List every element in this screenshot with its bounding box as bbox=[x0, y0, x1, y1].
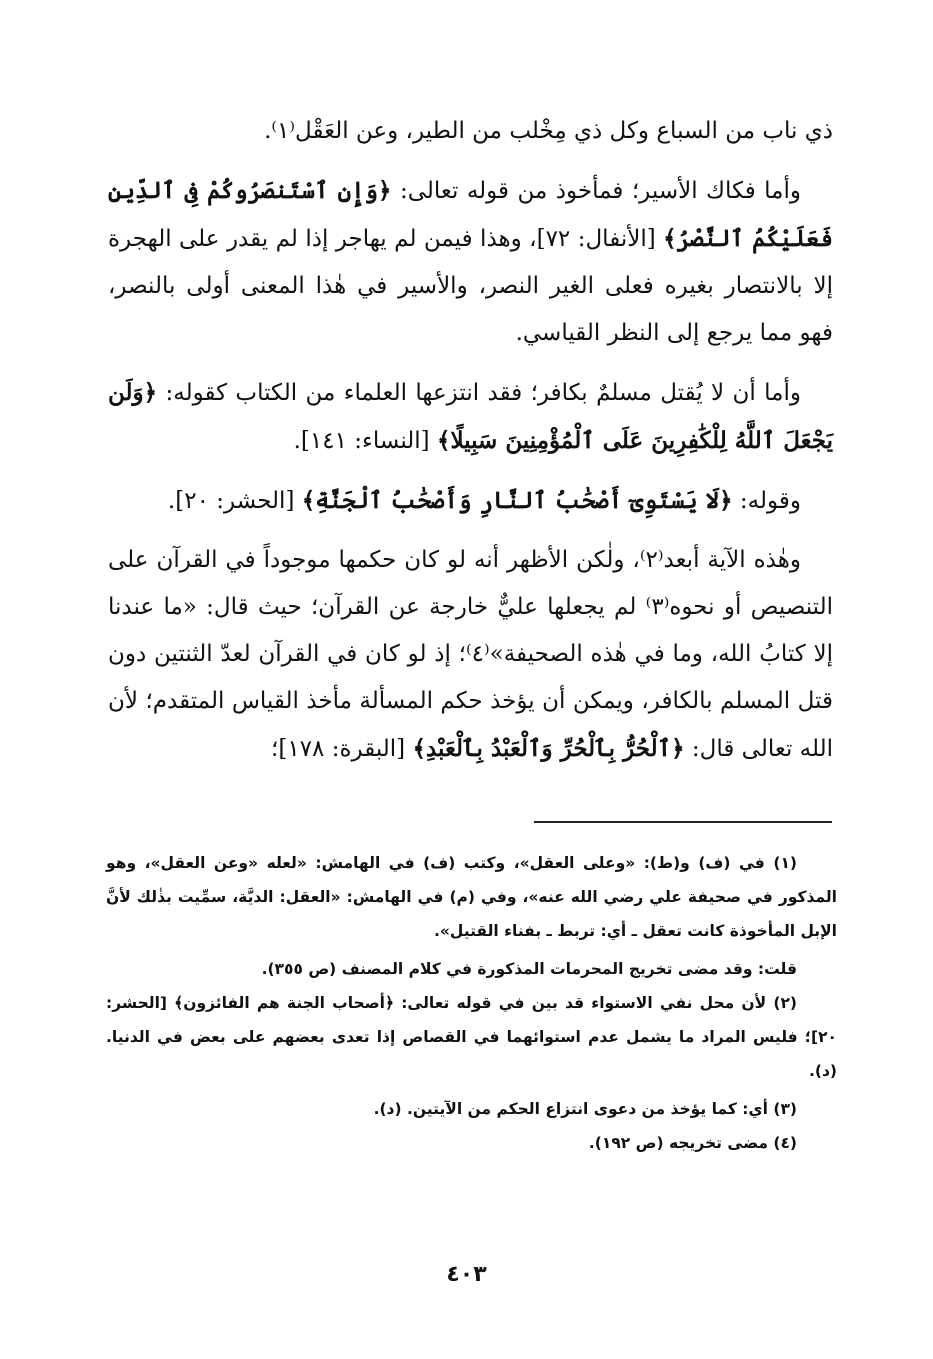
paragraph-3-intro: وأما أن لا يُقتل مسلمٌ بكافر؛ فقد انتزعها العلماء من الكتاب كقوله: bbox=[157, 380, 801, 406]
paragraph-1: ذي ناب من السباع وكل ذي مِخْلب من الطير، وعن العَقْل⁽١⁾. bbox=[264, 118, 833, 144]
footnote-1-note: قلت: وقد مضى تخريج المحرمات المذكورة في كلام المصنف (ص ٣٥٥). bbox=[261, 960, 797, 978]
paragraph-4 bbox=[108, 477, 833, 525]
quran-verse-hashr: ﴿لَا يَسْتَوِىٓ أَصْحَٰبُ ٱلنَّارِ وَأَصْحَٰبُ ٱلْجَنَّةِ﴾ bbox=[301, 487, 733, 514]
paragraph-2 bbox=[108, 167, 833, 357]
paragraph-5 bbox=[108, 537, 833, 773]
paragraph-3 bbox=[108, 369, 833, 465]
paragraph-5-text: وهٰذه الآية أبعد⁽٢⁾، ولٰكن الأظهر أنه لو كان حكمها موجوداً في القرآن على التنصيص أو نحوه⁽٣⁾ لم يجعلها عليٌّ خارجة عن القرآن؛ حيث قال: «ما عندنا إلا كتابُ الله، وما في هٰذه الصحيفة»⁽٤⁾؛ إذ لو كان في القرآن لعدّ الثنتين دون قتل المسلم بالكافر، ويمكن أن يؤخذ حكم المسألة مأخذ القياس المتقدم؛ لأن الله تعالى قال: bbox=[108, 547, 834, 762]
page-number: ٤٠٣ bbox=[446, 1262, 487, 1287]
quran-verse-anfal: ﴿وَإِنِ ٱسْتَنصَرُوكُمْ فِى ٱلدِّينِ فَعَلَيْكُمُ ٱلنَّصْرُ﴾ bbox=[108, 177, 833, 252]
footnote-2: (٢) لأن محل نفي الاستواء قد بين في قوله تعالى: ﴿أصحاب الجنة هم الفائزون﴾ [الحشر: ٢٠]؛ فليس المراد ما يشمل عدم استوائهما في القصاص إذا تعدى بعضهم على بعض في الدنيا. (د). bbox=[106, 994, 837, 1080]
paragraph-4-citation: [الحشر: ٢٠]. bbox=[167, 488, 302, 514]
quran-verse-baqara: ﴿ٱلْحُرُّ بِٱلْحُرِّ وَٱلْعَبْدُ بِٱلْعَبْدِ﴾ bbox=[412, 735, 685, 762]
paragraph-4-intro: وقوله: bbox=[732, 488, 801, 514]
paragraph-5-citation: [البقرة: ١٧٨]؛ bbox=[271, 736, 413, 762]
paragraph-2-text: [الأنفال: ٧٢]، وهذا فيمن لم يهاجر إذا لم يقدر على الهجرة إلا بالانتصار بغيره فعلى الغير النصر، والأسير في هٰذا المعنى أولى بالنصر، فهو مما يرجع إلى النظر القياسي. bbox=[108, 226, 833, 346]
footnotes bbox=[106, 846, 837, 1160]
main-text bbox=[108, 108, 833, 773]
paragraph-2-intro: وأما فكاك الأسير؛ فمأخوذ من قوله تعالى: bbox=[391, 178, 801, 204]
footnote-3: (٣) أي: كما يؤخذ من دعوى انتزاع الحكم من الآيتين. (د). bbox=[373, 1100, 797, 1118]
footnote-4: (٤) مضى تخريجه (ص ١٩٢). bbox=[588, 1134, 797, 1152]
quran-verse-nisa: ﴿وَلَن يَجْعَلَ ٱللَّهُ لِلْكَٰفِرِينَ عَلَى ٱلْمُؤْمِنِينَ سَبِيلًا﴾ bbox=[108, 379, 833, 454]
footnote-divider bbox=[534, 821, 832, 823]
footnote-1: (١) في (ف) و(ط): «وعلى العقل»، وكتب (ف) في الهامش: «لعله «وعن العقل»، وهو المذكور في صحيفة علي رضي الله عنه»، وفي (م) في الهامش: «العقل: الديَّة، سمِّيت بذٰلك لأنَّ الإبل المأخوذة كانت تعقل ـ أي: تربط ـ بفناء القتيل». bbox=[106, 854, 837, 940]
paragraph-3-citation: [النساء: ١٤١]. bbox=[293, 428, 437, 454]
